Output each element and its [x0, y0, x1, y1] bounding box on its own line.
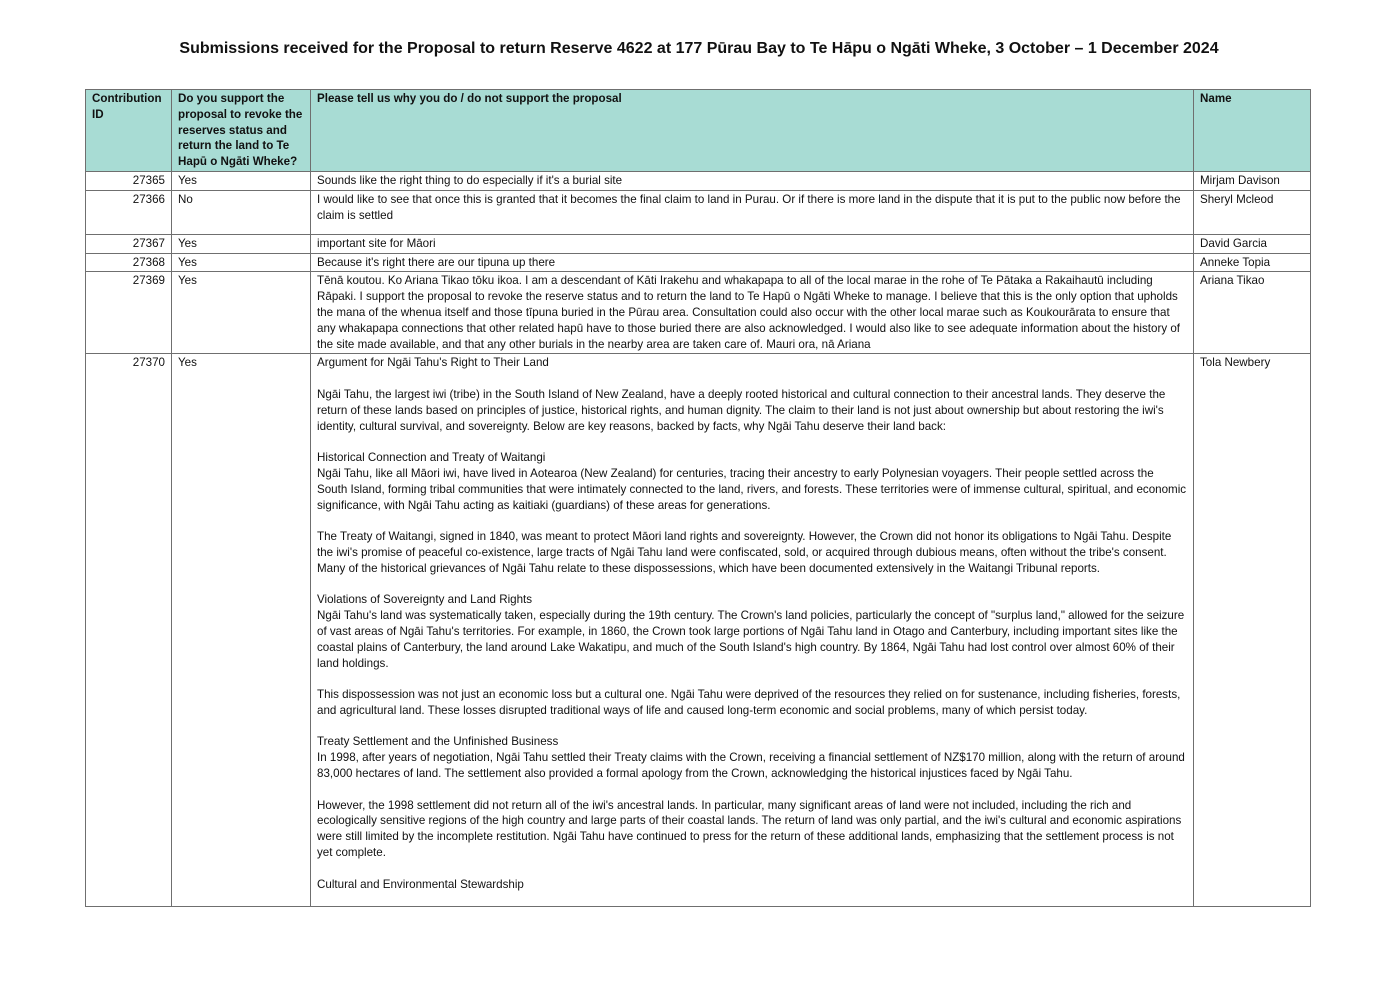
cell-reason: Sounds like the right thing to do especially if it's a burial site [311, 171, 1194, 190]
table-header-row [86, 90, 1311, 172]
cell-reason [311, 354, 1194, 907]
cell-id: 27367 [86, 234, 172, 253]
cell-reason: I would like to see that once this is granted that it becomes the final claim to land in Purau. Or if there is more land in the dispute that it is put to the public now before the claim is settled [311, 190, 1194, 234]
table-row [86, 272, 1311, 354]
cell-id: 27365 [86, 171, 172, 190]
header-name: Name [1194, 90, 1311, 172]
cell-reason: Tēnā koutou. Ko Ariana Tikao tōku ikoa. I am a descendant of Kāti Irakehu and whakapapa to all of the local marae in the rohe of Te Pātaka a Rakaihautū including Rāpaki. I support the proposal to revoke the reserve status and to return the land to Te Hapū o Ngāti Wheke to manage. I believe that this is the only option that upholds the mana of the whenua itself and those tīpuna buried in the Pūrau area. Consultation could also occur with the other local marae such as Koukourārata to ensure that any whakapapa connections that other related hapū have to those buried there are also acknowledged. I would also like to see adequate information about the history of the site made available, and that any other burials in the nearby area are taken care of. Mauri ora, nā Ariana [311, 272, 1194, 354]
cell-id: 27369 [86, 272, 172, 354]
reason-paragraph: Cultural and Environmental Stewardship [317, 877, 524, 891]
cell-support: Yes [172, 171, 311, 190]
cell-support: Yes [172, 253, 311, 272]
reason-paragraph: The Treaty of Waitangi, signed in 1840, was meant to protect Māori land rights and sovereignty. However, the Crown did not honor its obligations to Ngāi Tahu. Despite the iwi's promise of peaceful co-existence, large tracts of Ngāi Tahu land were confiscated, sold, or acquired through dubious means, often without the tribe's consent. Many of the historical grievances of Ngāi Tahu relate to these dispossessions, which have been documented extensively in the Waitangi Tribunal reports. [317, 530, 1172, 575]
cell-name: David Garcia [1194, 234, 1311, 253]
table-row [86, 190, 1311, 234]
reason-paragraph: Ngāi Tahu, the largest iwi (tribe) in the South Island of New Zealand, have a deeply rooted historical and cultural connection to their ancestral lands. They deserve the return of these lands based on principles of justice, historical rights, and human dignity. The claim to their land is not just about ownership but about restoring the iwi's identity, cultural survival, and sovereignty. Below are key reasons, backed by facts, why Ngāi Tahu deserve their land back: [317, 387, 1166, 433]
page-title: Submissions received for the Proposal to return Reserve 4622 at 177 Pūrau Bay to Te Hāpu o Ngāti Wheke, 3 October – 1 December 2024 [179, 40, 1219, 57]
reason-paragraph: However, the 1998 settlement did not return all of the iwi's ancestral lands. In particular, many significant areas of land were not included, including the rich and ecologically sensitive regions of the high country and large parts of their coastal lands. The return of land was only partial, and the iwi's cultural and economic aspirations were still limited by the incomplete restitution. Ngāi Tahu have continued to press for the return of these additional lands, emphasizing that the settlement process is not yet complete. [317, 798, 1182, 860]
cell-reason: important site for Māori [311, 234, 1194, 253]
table-row [86, 253, 1311, 272]
cell-name: Mirjam Davison [1194, 171, 1311, 190]
cell-reason: Because it's right there are our tipuna up there [311, 253, 1194, 272]
cell-name: Tola Newbery [1194, 354, 1311, 907]
cell-id: 27370 [86, 354, 172, 907]
header-support: Do you support the proposal to revoke the reserves status and return the land to Te Hapū o Ngāti Wheke? [172, 90, 311, 172]
reason-paragraph: This dispossession was not just an economic loss but a cultural one. Ngāi Tahu were deprived of the resources they relied on for sustenance, including fisheries, forests, and agricultural land. These losses disrupted traditional ways of life and caused long-term economic and social problems, many of which persist today. [317, 688, 1181, 717]
cell-id: 27366 [86, 190, 172, 234]
table-row [86, 354, 1311, 907]
cell-name: Sheryl Mcleod [1194, 190, 1311, 234]
cell-id: 27368 [86, 253, 172, 272]
submissions-table [85, 89, 1311, 907]
header-contribution-id: Contribution ID [86, 90, 172, 172]
table-row [86, 171, 1311, 190]
reason-paragraph: Violations of Sovereignty and Land Rights Ngāi Tahu's land was systematically taken, especially during the 19th century. The Crown's land policies, particularly the concept of "surplus land," allowed for the seizure of vast areas of Ngāi Tahu's territories. For example, in 1860, the Crown took large portions of Ngāi Tahu land in Otago and Canterbury, including important sites like the coastal plains of Canterbury, the land around Lake Wakatipu, and much of the South Island's high country. By 1864, Ngāi Tahu had lost control over almost 60% of their land holdings. [317, 593, 1185, 670]
cell-support: Yes [172, 272, 311, 354]
table-row [86, 234, 1311, 253]
cell-name: Ariana Tikao [1194, 272, 1311, 354]
cell-support: Yes [172, 234, 311, 253]
reason-paragraph: Treaty Settlement and the Unfinished Business In 1998, after years of negotiation, Ngāi Tahu settled their Treaty claims with the Crown, receiving a financial settlement of NZ$170 million, along with the return of around 83,000 hectares of land. The settlement also provided a formal apology from the Crown, acknowledging the historical injustices faced by Ngāi Tahu. [317, 735, 1185, 781]
cell-support: Yes [172, 354, 311, 907]
header-reason: Please tell us why you do / do not support the proposal [311, 90, 1194, 172]
cell-name: Anneke Topia [1194, 253, 1311, 272]
reason-paragraph: Argument for Ngāi Tahu's Right to Their Land [317, 356, 549, 370]
reason-paragraph: Historical Connection and Treaty of Waitangi Ngāi Tahu, like all Māori iwi, have lived in Aotearoa (New Zealand) for centuries, tracing their ancestry to early Polynesian voyagers. Their people settled across the South Island, forming tribal communities that were intimately connected to the land, rivers, and forests. These territories were of immense cultural, spiritual, and economic significance, with Ngāi Tahu acting as kaitiaki (guardians) of these areas for generations. [317, 451, 1187, 512]
cell-support: No [172, 190, 311, 234]
